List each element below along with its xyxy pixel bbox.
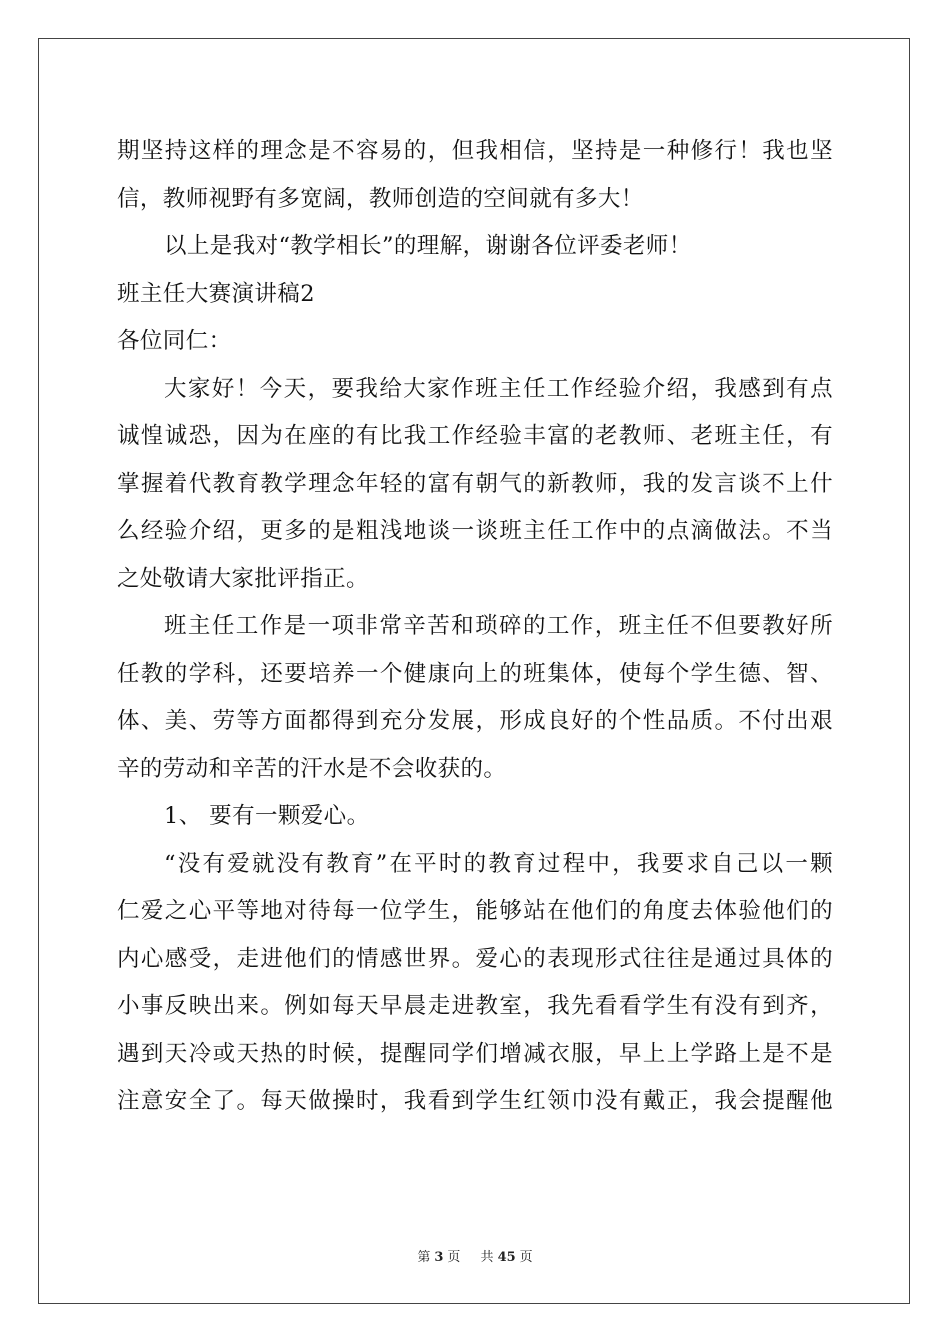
- text-line: 仁爱之心平等地对待每一位学生，能够站在他们的角度去体验他们的: [117, 898, 833, 924]
- text-line: 么经验介绍，更多的是粗浅地谈一谈班主任工作中的点滴做法。不当: [117, 518, 833, 544]
- text-line: 信，教师视野有多宽阔，教师创造的空间就有多大！: [117, 185, 644, 212]
- page-suffix: 页: [447, 1250, 461, 1265]
- page-footer: [0, 1246, 950, 1265]
- text-line: 期坚持这样的理念是不容易的，但我相信，坚持是一种修行！我也坚: [117, 138, 833, 164]
- text-line: “没有爱就没有教育”在平时的教育过程中，我要求自己以一颗: [164, 850, 833, 877]
- text-line: 遇到天冷或天热的时候，提醒同学们增减衣服，早上上学路上是不是: [117, 1040, 833, 1067]
- page-number: [413, 1250, 464, 1265]
- text-line: 体、美、劳等方面都得到充分发展，形成良好的个性品质。不付出艰: [117, 708, 833, 734]
- text-line: 诚惶诚恐，因为在座的有比我工作经验丰富的老教师、老班主任，有: [117, 423, 833, 449]
- document-body: [117, 128, 833, 1126]
- page-prefix: 第: [417, 1250, 431, 1265]
- text-line: 小事反映出来。例如每天早晨走进教室，我先看看学生有没有到齐，: [117, 993, 833, 1019]
- total-pages: 45: [497, 1250, 516, 1265]
- text-line: 之处敬请大家批评指正。: [117, 565, 369, 592]
- total-suffix: 页: [519, 1250, 533, 1265]
- closing-paragraph: 以上是我对“教学相长”的理解，谢谢各位评委老师！: [164, 233, 692, 259]
- current-page: 3: [434, 1250, 444, 1265]
- text-line: 内心感受，走进他们的情感世界。爱心的表现形式往往是通过具体的: [117, 945, 833, 972]
- text-line: 班主任工作是一项非常辛苦和琐碎的工作，班主任不但要教好所: [164, 613, 833, 639]
- text-line: 掌握着代教育教学理念年轻的富有朝气的新教师，我的发言谈不上什: [117, 470, 833, 497]
- list-heading: 1、 要有一颗爱心。: [164, 803, 370, 829]
- section-title: 班主任大赛演讲稿2: [117, 280, 315, 307]
- text-line: 注意安全了。每天做操时，我看到学生红领巾没有戴正，我会提醒他: [117, 1088, 833, 1114]
- text-line: 辛的劳动和辛苦的汗水是不会收获的。: [117, 755, 507, 782]
- text-line: 任教的学科，还要培养一个健康向上的班集体，使每个学生德、智、: [117, 660, 833, 687]
- salutation: 各位同仁：: [117, 328, 232, 354]
- total-prefix: 共: [480, 1250, 494, 1265]
- text-line: 大家好！今天，要我给大家作班主任工作经验介绍，我感到有点: [164, 375, 833, 402]
- page-total: [477, 1250, 537, 1265]
